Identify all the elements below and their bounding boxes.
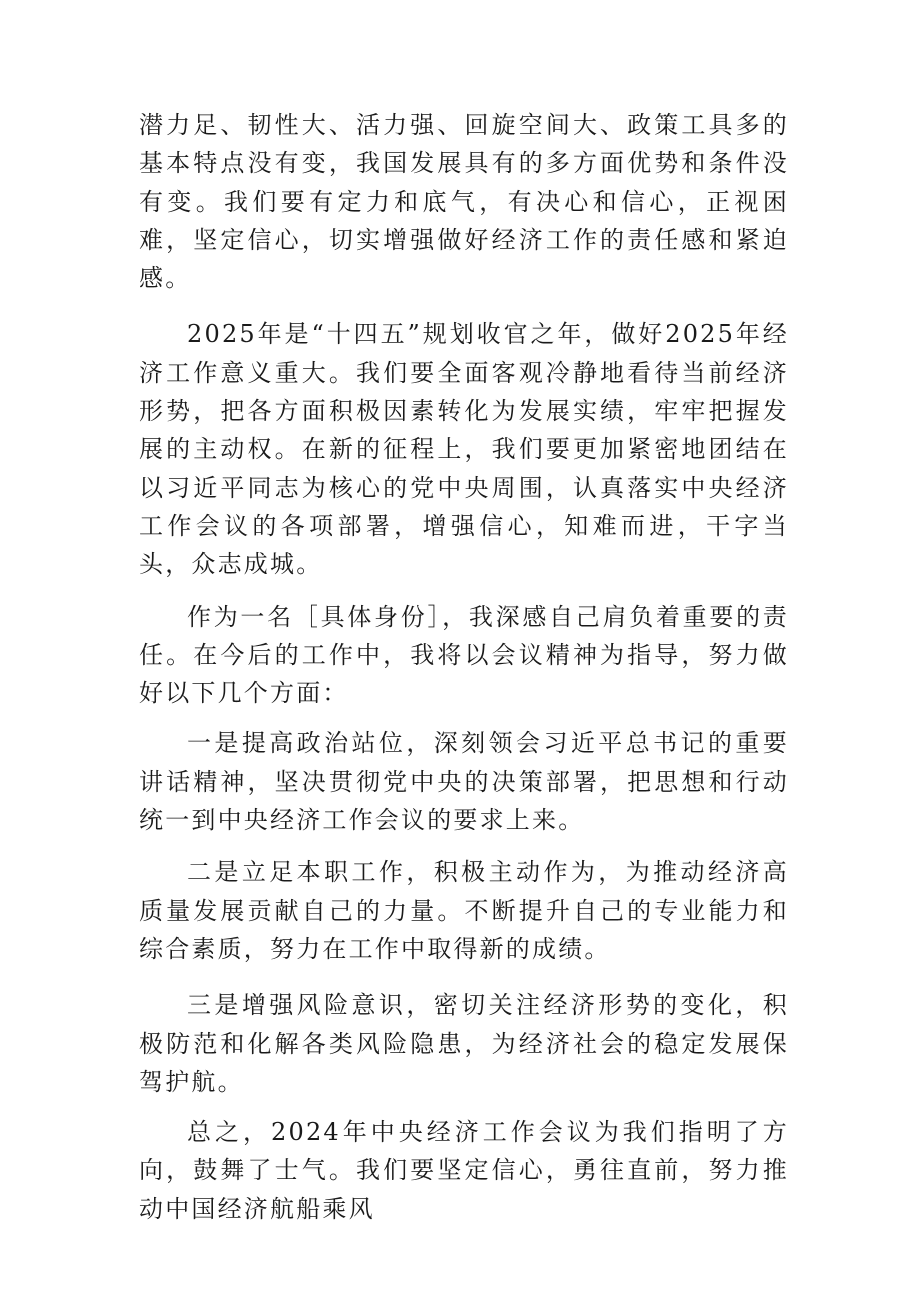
paragraph-4: 一是提高政治站位，深刻领会习近平总书记的重要讲话精神，坚决贯彻党中央的决策部署，把思想和行动统一到中央经济工作会议的要求上来。 xyxy=(139,729,789,835)
paragraph-6: 三是增强风险意识，密切关注经济形势的变化，积极防范和化解各类风险隐患，为经济社会的稳定发展保驾护航。 xyxy=(139,991,789,1096)
paragraph-5: 二是立足本职工作，积极主动作为，为推动经济高质量发展贡献自己的力量。不断提升自己的专业能力和综合素质，努力在工作中取得新的成绩。 xyxy=(139,858,789,963)
paragraph-7: 总之，2024年中央经济工作会议为我们指明了方向，鼓舞了士气。我们要坚定信心，勇往直前，努力推动中国经济航船乘风 xyxy=(139,1118,789,1223)
paragraph-1: 潜力足、韧性大、活力强、回旋空间大、政策工具多的基本特点没有变，我国发展具有的多方面优势和条件没有变。我们要有定力和底气，有决心和信心，正视困难，坚定信心，切实增强做好经济工作的责任感和紧迫感。 xyxy=(139,111,789,293)
document-body xyxy=(139,106,789,1228)
paragraph-2: 2025年是“十四五”规划收官之年，做好2025年经济工作意义重大。我们要全面客观冷静地看待当前经济形势，把各方面积极因素转化为发展实绩，牢牢把握发展的主动权。在新的征程上，我们要更加紧密地团结在以习近平同志为核心的党中央周围，认真落实中央经济工作会议的各项部署，增强信心，知难而进，干字当头，众志成城。 xyxy=(139,320,789,579)
paragraph-3: 作为一名［具体身份］，我深感自己肩负着重要的责任。在今后的工作中，我将以会议精神为指导，努力做好以下几个方面： xyxy=(139,602,789,708)
